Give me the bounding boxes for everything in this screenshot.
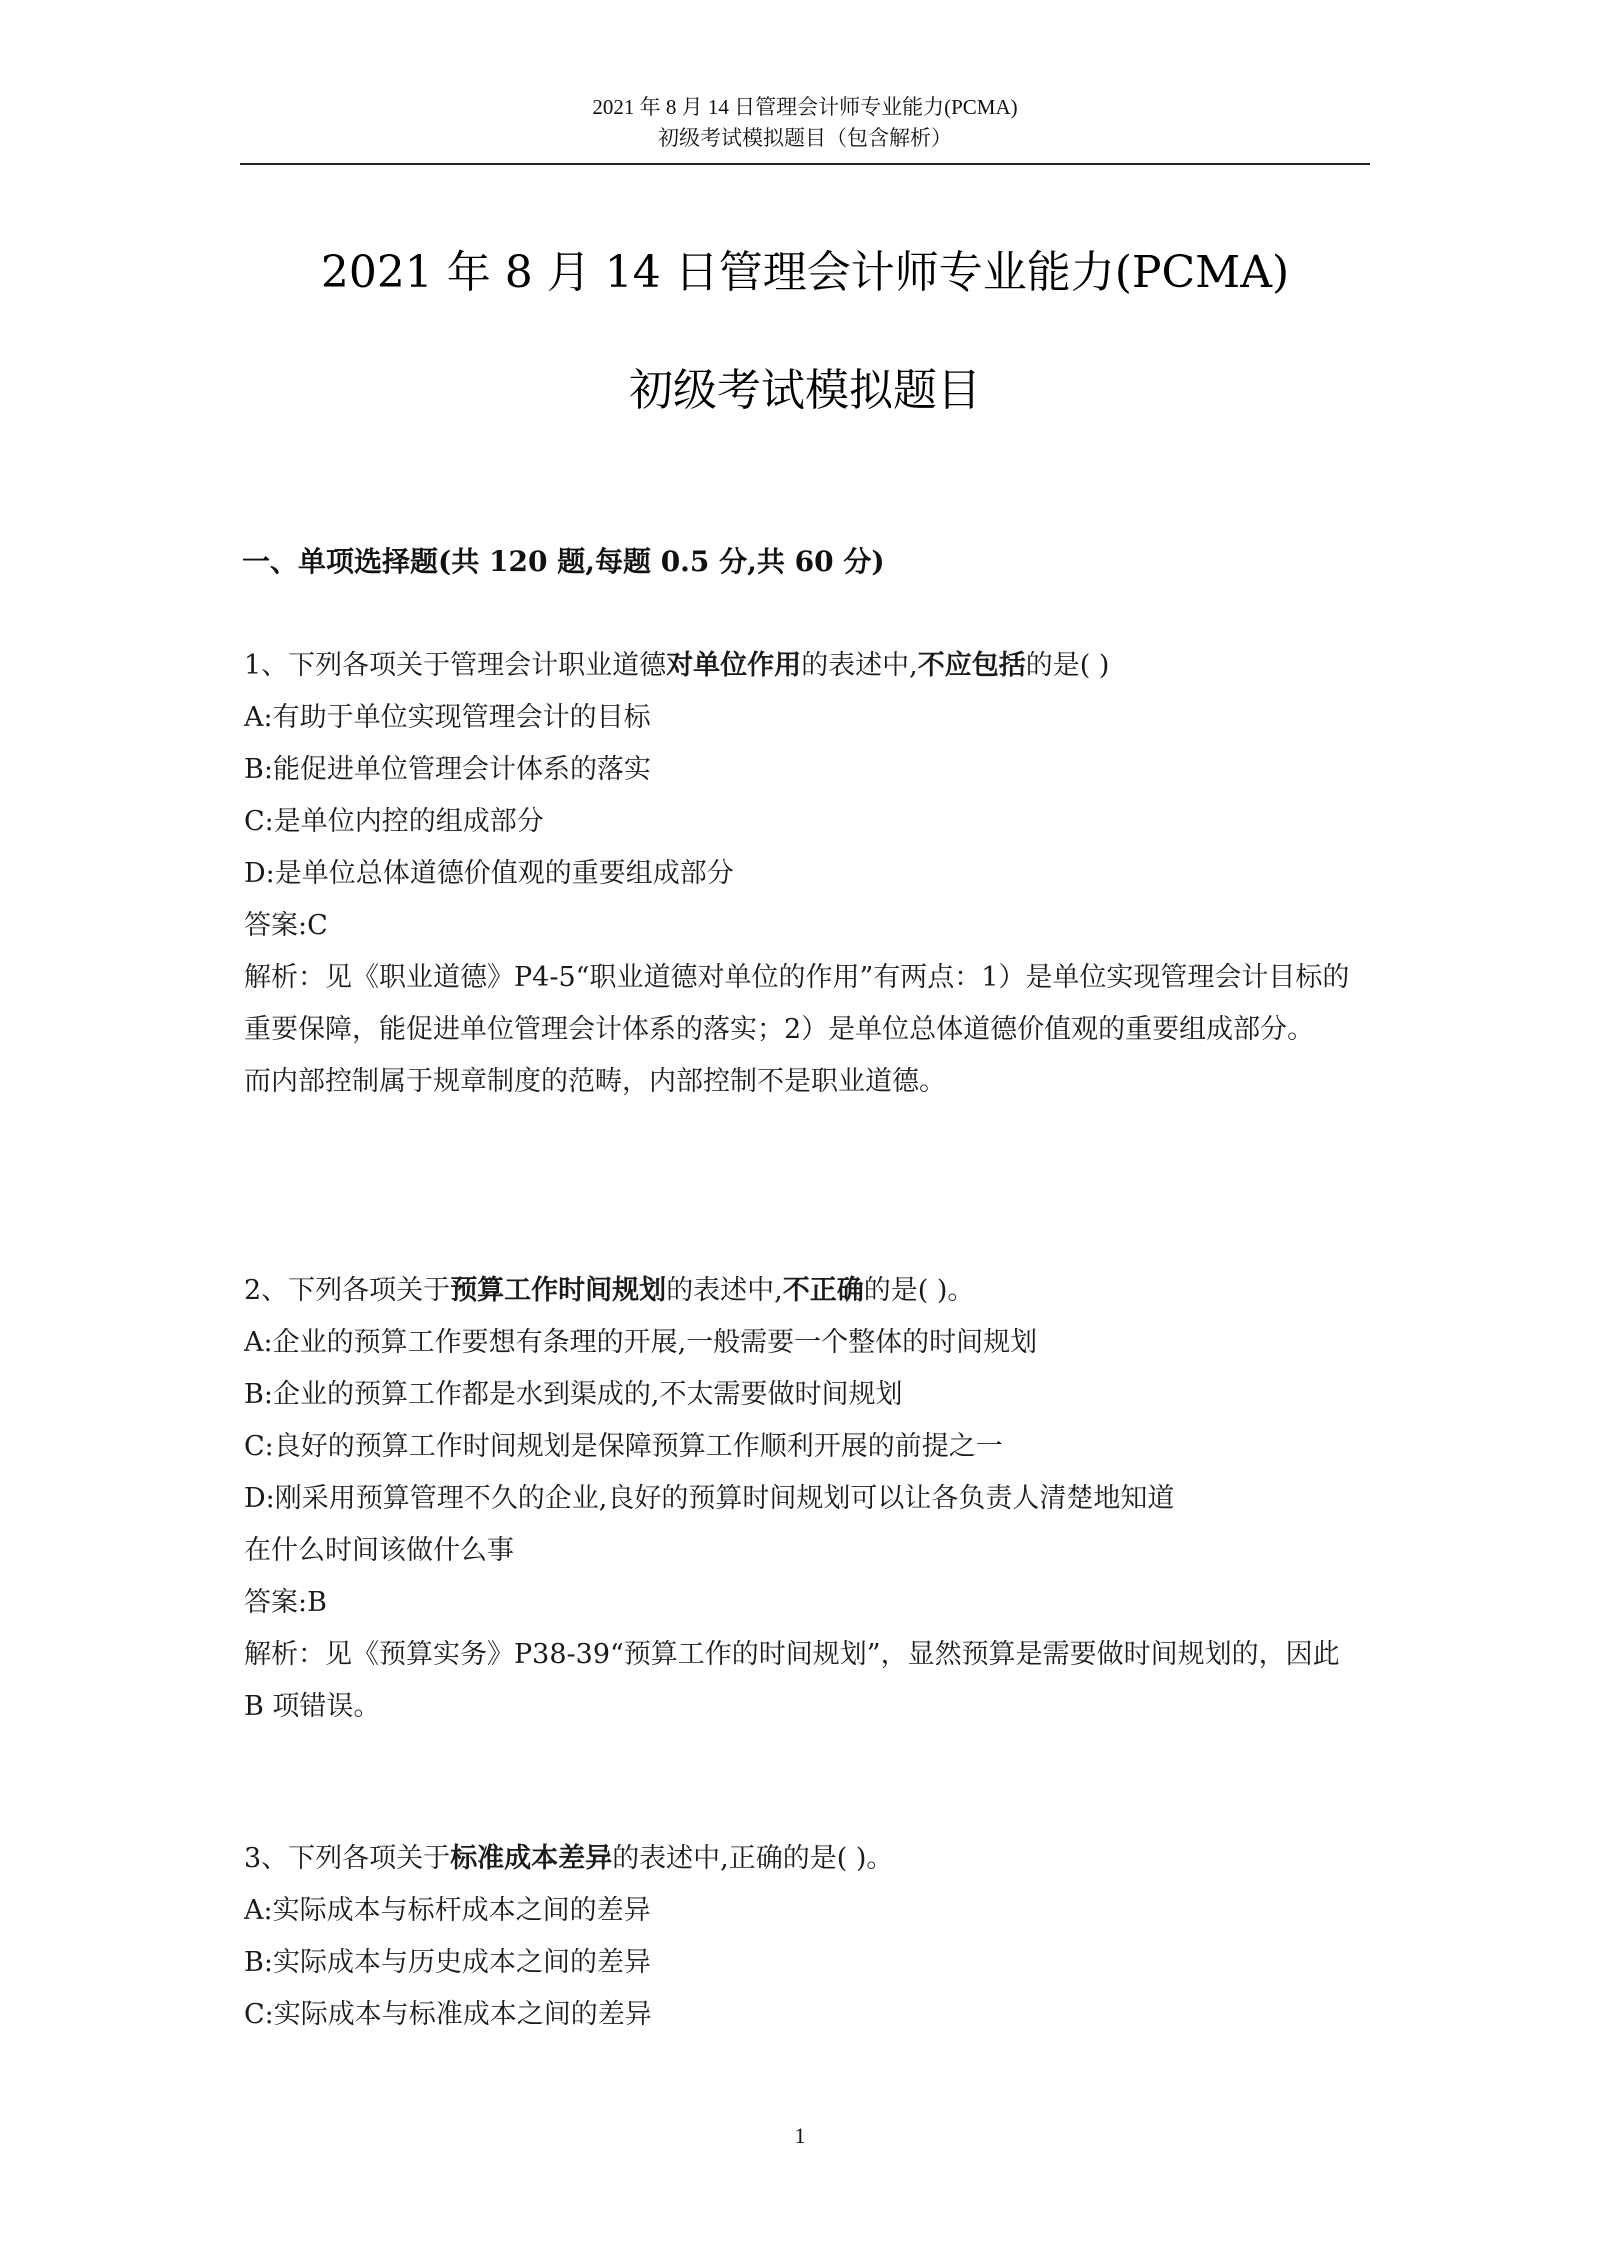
option-c: C:良好的预算工作时间规划是保障预算工作顺利开展的前提之一 [244,1431,1003,1462]
stem-text: 的是( )。 [863,1275,975,1306]
question-1 [244,640,1368,1108]
question-3 [244,1833,1368,2041]
question-stem [244,1833,1368,1885]
question-2 [244,1265,1368,1733]
stem-keyword: 不正确 [782,1275,864,1306]
option-b: B:企业的预算工作都是水到渠成的,不太需要做时间规划 [244,1379,903,1410]
option-c: C:实际成本与标准成本之间的差异 [244,1999,652,2030]
stem-text: 的表述中, [801,650,918,681]
stem-text: 的表述中, [666,1275,783,1306]
option-c: C:是单位内控的组成部分 [244,806,544,837]
stem-text: 的表述中, [612,1843,729,1874]
option-a: A:实际成本与标杆成本之间的差异 [244,1895,651,1926]
running-header-line2: 初级考试模拟题目（包含解析） [658,126,952,150]
stem-keyword: 预算工作时间规划 [450,1275,667,1306]
explanation-paragraph: 而内部控制属于规章制度的范畴，内部控制不是职业道德。 [244,1066,946,1097]
document-title-line1: 2021 年 8 月 14 日管理会计师专业能力(PCMA) [320,247,1290,298]
stem-text: 的是( ) [1025,650,1110,681]
answer: 答案:C [244,910,328,941]
running-header-line1: 2021 年 8 月 14 日管理会计师专业能力(PCMA) [592,95,1018,119]
explanation [244,952,1368,1108]
option-d: D:是单位总体道德价值观的重要组成部分 [244,858,734,889]
explanation-paragraph: 解析：见《职业道德》P4-5“职业道德对单位的作用”有两点：1）是单位实现管理会计目标的重要保障，能促进单位管理会计体系的落实；2）是单位总体道德价值观的重要组成部分。 [244,962,1350,1045]
option-a: A:有助于单位实现管理会计的目标 [244,702,651,733]
option-a: A:企业的预算工作要想有条理的开展,一般需要一个整体的时间规划 [244,1327,1038,1358]
running-header [240,92,1370,154]
stem-text: 2、下列各项关于 [244,1275,451,1306]
option-b: B:实际成本与历史成本之间的差异 [244,1947,651,1978]
question-stem [244,1265,1368,1317]
explanation [244,1629,1368,1733]
document-title-line2: 初级考试模拟题目 [629,365,981,416]
option-d: D:刚采用预算管理不久的企业,良好的预算时间规划可以让各负责人清楚地知道 [244,1483,1175,1514]
stem-text: 正确的是( )。 [728,1843,894,1874]
stem-keyword: 不应包括 [917,650,1026,681]
header-divider [240,163,1370,165]
page-number: 1 [794,2123,806,2148]
question-stem [244,640,1368,692]
option-b: B:能促进单位管理会计体系的落实 [244,754,651,785]
stem-keyword: 对单位作用 [666,650,802,681]
stem-text: 1、下列各项关于管理会计职业道德 [244,650,667,681]
stem-keyword: 标准成本差异 [450,1843,613,1874]
stem-text: 3、下列各项关于 [244,1843,451,1874]
section-heading: 一、单项选择题(共 120 题,每题 0.5 分,共 60 分) [242,545,885,578]
answer: 答案:B [244,1587,327,1618]
explanation-paragraph: 解析：见《预算实务》P38-39“预算工作的时间规划”，显然预算是需要做时间规划的，因此 B 项错误。 [244,1639,1340,1722]
option-d-continued: 在什么时间该做什么事 [244,1535,514,1566]
